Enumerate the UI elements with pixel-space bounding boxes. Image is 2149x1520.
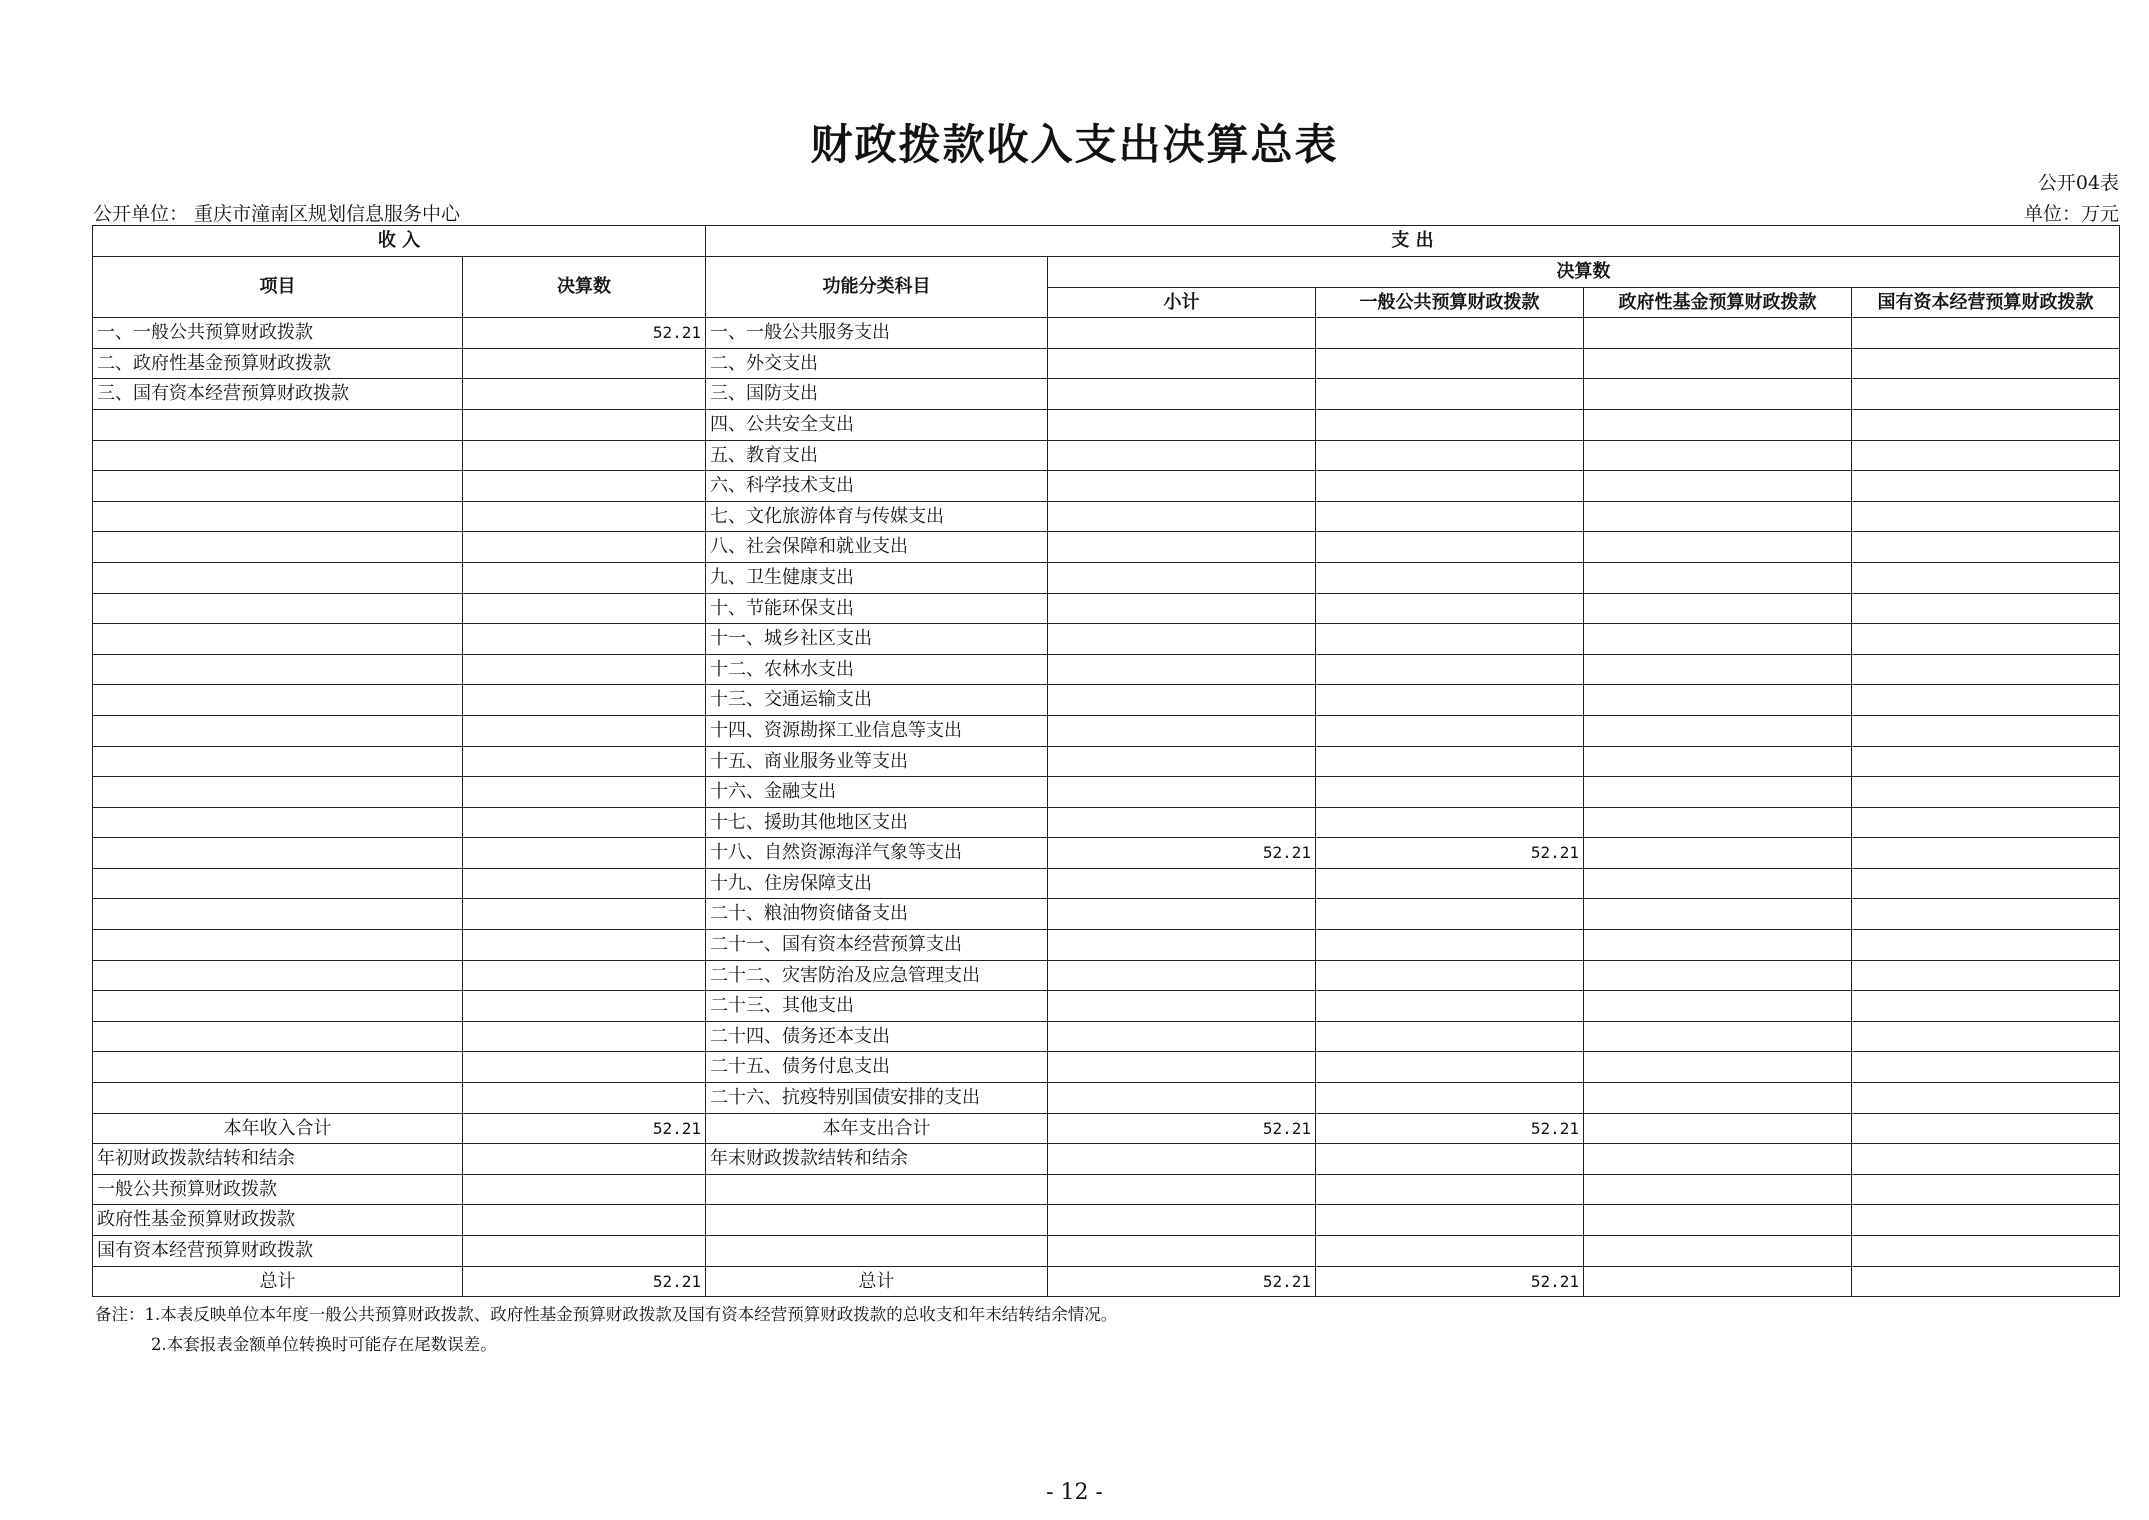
- state-capital-cell: [1852, 624, 2120, 655]
- income-item-cell: [93, 532, 463, 563]
- income-amount-cell: [463, 440, 706, 471]
- table-row: [93, 838, 2120, 869]
- general-budget-cell: [1316, 777, 1584, 808]
- income-amount-cell: [463, 501, 706, 532]
- fund-budget-cell: [1584, 1144, 1852, 1175]
- carryover-expense-cell: [706, 1205, 1048, 1236]
- table-row: [93, 1021, 2120, 1052]
- fund-budget-cell: [1584, 654, 1852, 685]
- income-amount-cell: [463, 1083, 706, 1114]
- income-item-cell: [93, 807, 463, 838]
- general-budget-cell: [1316, 1052, 1584, 1083]
- function-category-cell: 十三、交通运输支出: [706, 685, 1048, 716]
- state-capital-cell: [1852, 868, 2120, 899]
- table-row: [93, 348, 2120, 379]
- income-item-cell: [93, 1083, 463, 1114]
- subtotal-cell: [1048, 593, 1316, 624]
- income-amount-cell: [463, 532, 706, 563]
- function-category-cell: 十八、自然资源海洋气象等支出: [706, 838, 1048, 869]
- table-row: [93, 379, 2120, 410]
- state-capital-cell: [1852, 746, 2120, 777]
- income-amount-cell: [463, 654, 706, 685]
- state-capital-cell: [1852, 838, 2120, 869]
- income-item-cell: [93, 440, 463, 471]
- state-capital-cell: [1852, 562, 2120, 593]
- function-category-cell: 九、卫生健康支出: [706, 562, 1048, 593]
- function-category-cell: 十七、援助其他地区支出: [706, 807, 1048, 838]
- general-budget-cell: [1316, 501, 1584, 532]
- function-category-cell: 十九、住房保障支出: [706, 868, 1048, 899]
- general-budget-cell: [1316, 899, 1584, 930]
- subtotal-cell: [1048, 624, 1316, 655]
- note-1: 备注：1.本表反映单位本年度一般公共预算财政拨款、政府性基金预算财政拨款及国有资本经营预算财政拨款的总收支和年末结转结余情况。: [95, 1305, 1118, 1324]
- income-item-cell: [93, 1052, 463, 1083]
- grand-subtotal-amount: 52.21: [1048, 1266, 1316, 1297]
- state-capital-cell: [1852, 409, 2120, 440]
- table-row: [93, 746, 2120, 777]
- income-amount-cell: [463, 685, 706, 716]
- subtotal-cell: [1048, 562, 1316, 593]
- fund-budget-cell: [1584, 1174, 1852, 1205]
- income-item-cell: [93, 624, 463, 655]
- function-category-header: 功能分类科目: [706, 257, 1048, 318]
- subtotal-cell: [1048, 1052, 1316, 1083]
- carryover-amount-cell: [463, 1174, 706, 1205]
- year-expense-total-label: 本年支出合计: [706, 1113, 1048, 1144]
- year-income-total-label: 本年收入合计: [93, 1113, 463, 1144]
- income-item-cell: [93, 838, 463, 869]
- table-row: [93, 960, 2120, 991]
- income-amount-cell: [463, 1021, 706, 1052]
- subtotal-cell: [1048, 471, 1316, 502]
- expense-header: 支 出: [706, 226, 2120, 257]
- grand-income-total-amount: 52.21: [463, 1266, 706, 1297]
- subtotal-cell: [1048, 746, 1316, 777]
- table-row: [93, 624, 2120, 655]
- function-category-cell: 三、国防支出: [706, 379, 1048, 410]
- income-amount-cell: [463, 624, 706, 655]
- table-row: [93, 562, 2120, 593]
- carryover-item-cell: 一般公共预算财政拨款: [93, 1174, 463, 1205]
- function-category-cell: 十一、城乡社区支出: [706, 624, 1048, 655]
- income-item-cell: [93, 685, 463, 716]
- fund-budget-cell: [1584, 1205, 1852, 1236]
- year-fund-amount: [1584, 1113, 1852, 1144]
- reporting-unit: 公开单位： 重庆市潼南区规划信息服务中心: [93, 203, 461, 225]
- fund-budget-cell: [1584, 838, 1852, 869]
- function-category-cell: 十、节能环保支出: [706, 593, 1048, 624]
- fund-budget-cell: [1584, 1083, 1852, 1114]
- table-row: [93, 440, 2120, 471]
- income-amount-cell: [463, 715, 706, 746]
- grand-total-row: [93, 1266, 2120, 1297]
- general-budget-cell: [1316, 409, 1584, 440]
- general-budget-cell: [1316, 715, 1584, 746]
- subtotal-cell: [1048, 318, 1316, 349]
- income-item-cell: 二、政府性基金预算财政拨款: [93, 348, 463, 379]
- general-budget-cell: 52.21: [1316, 838, 1584, 869]
- subtotal-cell: [1048, 409, 1316, 440]
- fund-budget-cell: [1584, 532, 1852, 563]
- table-row: [93, 501, 2120, 532]
- income-amount-cell: [463, 991, 706, 1022]
- income-amount-cell: 52.21: [463, 318, 706, 349]
- function-category-cell: 二十六、抗疫特别国债安排的支出: [706, 1083, 1048, 1114]
- income-amount-cell: [463, 930, 706, 961]
- subtotal-cell: [1048, 654, 1316, 685]
- state-capital-cell: [1852, 440, 2120, 471]
- function-category-cell: 二十一、国有资本经营预算支出: [706, 930, 1048, 961]
- subtotal-cell: [1048, 1083, 1316, 1114]
- fund-budget-cell: [1584, 1021, 1852, 1052]
- income-item-cell: [93, 777, 463, 808]
- income-amount-cell: [463, 807, 706, 838]
- general-budget-cell: [1316, 562, 1584, 593]
- fund-budget-cell: [1584, 899, 1852, 930]
- subtotal-cell: [1048, 960, 1316, 991]
- income-item-cell: [93, 715, 463, 746]
- state-capital-cell: [1852, 899, 2120, 930]
- fund-budget-cell: [1584, 1236, 1852, 1267]
- function-category-cell: 十六、金融支出: [706, 777, 1048, 808]
- year-subtotal-amount: 52.21: [1048, 1113, 1316, 1144]
- state-capital-cell: [1852, 593, 2120, 624]
- carryover-row: [93, 1236, 2120, 1267]
- income-item-cell: 三、国有资本经营预算财政拨款: [93, 379, 463, 410]
- notes: [95, 1300, 1117, 1360]
- carryover-expense-cell: [706, 1174, 1048, 1205]
- general-budget-cell: [1316, 746, 1584, 777]
- fund-budget-cell: [1584, 471, 1852, 502]
- income-amount-cell: [463, 471, 706, 502]
- state-capital-cell: [1852, 471, 2120, 502]
- year-general-amount: 52.21: [1316, 1113, 1584, 1144]
- subtotal-cell: [1048, 440, 1316, 471]
- carryover-item-cell: 年初财政拨款结转和结余: [93, 1144, 463, 1175]
- function-category-cell: 二十三、其他支出: [706, 991, 1048, 1022]
- carryover-expense-cell: [706, 1236, 1048, 1267]
- subtotal-cell: [1048, 899, 1316, 930]
- state-capital-cell: [1852, 715, 2120, 746]
- grand-income-total-label: 总计: [93, 1266, 463, 1297]
- fund-budget-cell: [1584, 868, 1852, 899]
- table-row: [93, 868, 2120, 899]
- function-category-cell: 一、一般公共服务支出: [706, 318, 1048, 349]
- table-row: [93, 899, 2120, 930]
- note-2: 2.本套报表金额单位转换时可能存在尾数误差。: [151, 1335, 497, 1354]
- table-row: [93, 593, 2120, 624]
- function-category-cell: 二十四、债务还本支出: [706, 1021, 1048, 1052]
- state-capital-cell: [1852, 1144, 2120, 1175]
- state-capital-cell: [1852, 318, 2120, 349]
- subtotal-header: 小计: [1048, 287, 1316, 318]
- income-item-cell: 一、一般公共预算财政拨款: [93, 318, 463, 349]
- fund-budget-cell: [1584, 624, 1852, 655]
- grand-fund-amount: [1584, 1266, 1852, 1297]
- function-category-cell: 五、教育支出: [706, 440, 1048, 471]
- table-row: [93, 777, 2120, 808]
- function-category-cell: 四、公共安全支出: [706, 409, 1048, 440]
- state-capital-cell: [1852, 532, 2120, 563]
- function-category-cell: 二十、粮油物资储备支出: [706, 899, 1048, 930]
- income-amount-cell: [463, 746, 706, 777]
- subtotal-cell: [1048, 715, 1316, 746]
- income-amount-cell: [463, 379, 706, 410]
- income-item-cell: [93, 868, 463, 899]
- subtotal-cell: [1048, 991, 1316, 1022]
- income-amount-cell: [463, 562, 706, 593]
- page-title: 财政拨款收入支出决算总表: [810, 120, 1339, 169]
- general-budget-cell: [1316, 654, 1584, 685]
- money-unit: 单位：万元: [2023, 203, 2119, 225]
- fund-budget-cell: [1584, 1052, 1852, 1083]
- general-budget-cell: [1316, 1144, 1584, 1175]
- state-capital-cell: [1852, 1236, 2120, 1267]
- state-capital-cell: [1852, 348, 2120, 379]
- year-total-row: [93, 1113, 2120, 1144]
- income-item-cell: [93, 654, 463, 685]
- item-header: 项目: [93, 257, 463, 318]
- fund-budget-cell: [1584, 562, 1852, 593]
- income-amount-cell: [463, 838, 706, 869]
- function-category-cell: 二十五、债务付息支出: [706, 1052, 1048, 1083]
- function-category-cell: 八、社会保障和就业支出: [706, 532, 1048, 563]
- fund-budget-cell: [1584, 807, 1852, 838]
- form-number: 公开04表: [2037, 172, 2119, 194]
- amount-header: 决算数: [463, 257, 706, 318]
- state-capital-cell: [1852, 991, 2120, 1022]
- state-capital-cell: [1852, 1052, 2120, 1083]
- state-capital-cell: [1852, 654, 2120, 685]
- fund-budget-cell: [1584, 318, 1852, 349]
- table-row: [93, 409, 2120, 440]
- table-row: [93, 654, 2120, 685]
- table-row: [93, 991, 2120, 1022]
- subtotal-cell: [1048, 501, 1316, 532]
- general-budget-cell: [1316, 440, 1584, 471]
- income-amount-cell: [463, 409, 706, 440]
- function-category-cell: 十五、商业服务业等支出: [706, 746, 1048, 777]
- table-row: [93, 715, 2120, 746]
- general-budget-cell: [1316, 532, 1584, 563]
- carryover-row: [93, 1205, 2120, 1236]
- general-budget-cell: [1316, 1021, 1584, 1052]
- grand-general-amount: 52.21: [1316, 1266, 1584, 1297]
- fiscal-summary-table: [92, 225, 2120, 1297]
- table-row: [93, 318, 2120, 349]
- fund-budget-cell: [1584, 991, 1852, 1022]
- state-capital-cell: [1852, 1205, 2120, 1236]
- subtotal-cell: [1048, 1205, 1316, 1236]
- state-capital-cell: [1852, 930, 2120, 961]
- income-item-cell: [93, 960, 463, 991]
- general-budget-cell: [1316, 685, 1584, 716]
- income-item-cell: [93, 991, 463, 1022]
- fund-budget-cell: [1584, 440, 1852, 471]
- subtotal-cell: [1048, 1144, 1316, 1175]
- fund-budget-cell: [1584, 409, 1852, 440]
- income-item-cell: [93, 562, 463, 593]
- carryover-item-cell: 政府性基金预算财政拨款: [93, 1205, 463, 1236]
- subtotal-cell: [1048, 807, 1316, 838]
- grand-state-amount: [1852, 1266, 2120, 1297]
- year-state-amount: [1852, 1113, 2120, 1144]
- function-category-cell: 十二、农林水支出: [706, 654, 1048, 685]
- subtotal-cell: [1048, 532, 1316, 563]
- carryover-item-cell: 国有资本经营预算财政拨款: [93, 1236, 463, 1267]
- general-budget-cell: [1316, 930, 1584, 961]
- income-item-cell: [93, 746, 463, 777]
- general-budget-cell: [1316, 1174, 1584, 1205]
- function-category-cell: 二、外交支出: [706, 348, 1048, 379]
- general-budget-cell: [1316, 1236, 1584, 1267]
- fund-budget-cell: [1584, 715, 1852, 746]
- subtotal-cell: [1048, 379, 1316, 410]
- income-item-cell: [93, 1021, 463, 1052]
- income-amount-cell: [463, 899, 706, 930]
- fund-budget-cell: [1584, 379, 1852, 410]
- general-budget-cell: [1316, 593, 1584, 624]
- table-row: [93, 685, 2120, 716]
- general-budget-cell: [1316, 868, 1584, 899]
- carryover-amount-cell: [463, 1205, 706, 1236]
- income-amount-cell: [463, 960, 706, 991]
- fund-budget-cell: [1584, 777, 1852, 808]
- table-row: [93, 1052, 2120, 1083]
- income-amount-cell: [463, 868, 706, 899]
- subtotal-cell: [1048, 1174, 1316, 1205]
- general-budget-cell: [1316, 960, 1584, 991]
- carryover-row: [93, 1174, 2120, 1205]
- income-item-cell: [93, 471, 463, 502]
- general-budget-cell: [1316, 991, 1584, 1022]
- state-capital-cell: [1852, 777, 2120, 808]
- function-category-cell: 七、文化旅游体育与传媒支出: [706, 501, 1048, 532]
- carryover-amount-cell: [463, 1236, 706, 1267]
- carryover-row: [93, 1144, 2120, 1175]
- fund-budget-cell: [1584, 501, 1852, 532]
- general-budget-cell: [1316, 348, 1584, 379]
- subtotal-cell: [1048, 1021, 1316, 1052]
- state-capital-cell: [1852, 960, 2120, 991]
- fund-budget-cell: [1584, 593, 1852, 624]
- income-item-cell: [93, 501, 463, 532]
- final-amount-header: 决算数: [1048, 257, 2120, 288]
- income-item-cell: [93, 593, 463, 624]
- subtotal-cell: [1048, 348, 1316, 379]
- carryover-amount-cell: [463, 1144, 706, 1175]
- state-capital-cell: [1852, 1021, 2120, 1052]
- page-number: - 12 -: [1046, 1480, 1103, 1505]
- carryover-expense-cell: 年末财政拨款结转和结余: [706, 1144, 1048, 1175]
- function-category-cell: 十四、资源勘探工业信息等支出: [706, 715, 1048, 746]
- state-capital-cell: [1852, 685, 2120, 716]
- general-budget-header: 一般公共预算财政拨款: [1316, 287, 1584, 318]
- table-body: [93, 318, 2120, 1297]
- subtotal-cell: [1048, 930, 1316, 961]
- fund-budget-cell: [1584, 960, 1852, 991]
- grand-expense-total-label: 总计: [706, 1266, 1048, 1297]
- income-amount-cell: [463, 1052, 706, 1083]
- subtotal-cell: [1048, 685, 1316, 716]
- general-budget-cell: [1316, 379, 1584, 410]
- state-capital-cell: [1852, 1174, 2120, 1205]
- function-category-cell: 二十二、灾害防治及应急管理支出: [706, 960, 1048, 991]
- subtotal-cell: 52.21: [1048, 838, 1316, 869]
- general-budget-cell: [1316, 318, 1584, 349]
- table-row: [93, 930, 2120, 961]
- table-row: [93, 1083, 2120, 1114]
- state-capital-cell: [1852, 1083, 2120, 1114]
- function-category-cell: 六、科学技术支出: [706, 471, 1048, 502]
- subtotal-cell: [1048, 1236, 1316, 1267]
- general-budget-cell: [1316, 1083, 1584, 1114]
- income-item-cell: [93, 899, 463, 930]
- fund-budget-cell: [1584, 685, 1852, 716]
- fund-budget-cell: [1584, 930, 1852, 961]
- income-item-cell: [93, 930, 463, 961]
- table-row: [93, 532, 2120, 563]
- year-income-total-amount: 52.21: [463, 1113, 706, 1144]
- fund-budget-header: 政府性基金预算财政拨款: [1584, 287, 1852, 318]
- state-capital-cell: [1852, 501, 2120, 532]
- table-row: [93, 807, 2120, 838]
- income-header: 收 入: [93, 226, 706, 257]
- general-budget-cell: [1316, 624, 1584, 655]
- general-budget-cell: [1316, 1205, 1584, 1236]
- income-amount-cell: [463, 593, 706, 624]
- state-capital-cell: [1852, 807, 2120, 838]
- subtotal-cell: [1048, 777, 1316, 808]
- income-amount-cell: [463, 777, 706, 808]
- state-capital-cell: [1852, 379, 2120, 410]
- fund-budget-cell: [1584, 348, 1852, 379]
- table-row: [93, 471, 2120, 502]
- state-capital-header: 国有资本经营预算财政拨款: [1852, 287, 2120, 318]
- general-budget-cell: [1316, 471, 1584, 502]
- subtotal-cell: [1048, 868, 1316, 899]
- income-amount-cell: [463, 348, 706, 379]
- fund-budget-cell: [1584, 746, 1852, 777]
- income-item-cell: [93, 409, 463, 440]
- general-budget-cell: [1316, 807, 1584, 838]
